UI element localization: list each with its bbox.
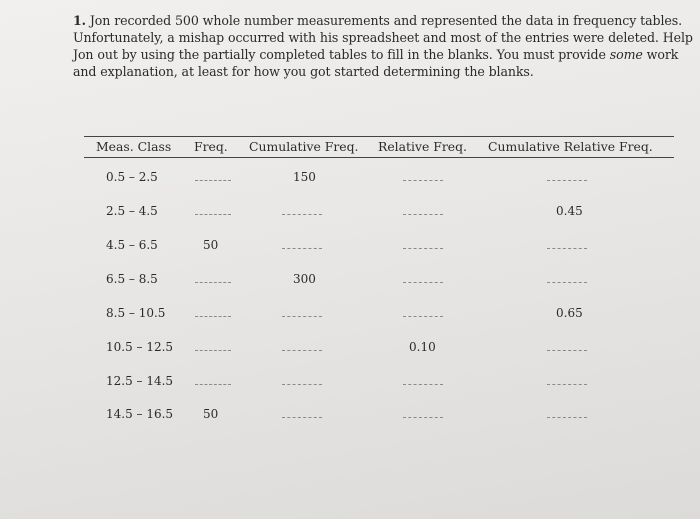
blank-freq (195, 282, 231, 283)
cell-cumulative-relative-freq: 0.45 (556, 204, 583, 218)
blank-cumulative-relative-freq (547, 248, 587, 249)
header-cumulative-relative-freq: Cumulative Relative Freq. (488, 139, 653, 154)
blank-freq (195, 180, 231, 181)
cell-cumulative-freq: 150 (293, 170, 316, 184)
header-freq: Freq. (194, 139, 228, 154)
cell-freq: 50 (203, 238, 219, 252)
blank-cumulative-freq (282, 316, 322, 317)
problem-statement (73, 12, 693, 80)
blank-cumulative-freq (282, 384, 322, 385)
blank-cumulative-relative-freq (547, 384, 587, 385)
blank-relative-freq (403, 180, 443, 181)
cell-freq: 50 (203, 407, 219, 421)
cell-meas-class: 12.5 – 14.5 (106, 374, 174, 388)
cell-relative-freq: 0.10 (409, 340, 436, 354)
cell-meas-class: 4.5 – 6.5 (106, 238, 158, 252)
problem-line-4: and explanation, at least for how you got started determining the blanks. (73, 64, 534, 79)
blank-freq (195, 384, 231, 385)
blank-freq (195, 214, 231, 215)
cell-meas-class: 14.5 – 16.5 (106, 407, 174, 421)
cell-meas-class: 8.5 – 10.5 (106, 306, 166, 320)
cell-meas-class: 6.5 – 8.5 (106, 272, 158, 286)
blank-relative-freq (403, 248, 443, 249)
blank-cumulative-freq (282, 214, 322, 215)
blank-cumulative-relative-freq (547, 417, 587, 418)
header-cumulative-freq: Cumulative Freq. (249, 139, 359, 154)
blank-cumulative-freq (282, 350, 322, 351)
blank-cumulative-relative-freq (547, 350, 587, 351)
problem-line-3 (73, 46, 685, 63)
table-header (84, 136, 674, 158)
blank-relative-freq (403, 214, 443, 215)
blank-cumulative-relative-freq (547, 282, 587, 283)
problem-text-3b: work (642, 47, 679, 62)
blank-freq (195, 316, 231, 317)
blank-relative-freq (403, 282, 443, 283)
problem-line-2: Unfortunately, a mishap occurred with his spreadsheet and most of the entries were deleted. Help (73, 30, 693, 45)
cell-meas-class: 2.5 – 4.5 (106, 204, 158, 218)
cell-meas-class: 0.5 – 2.5 (106, 170, 158, 184)
header-meas-class: Meas. Class (96, 139, 172, 154)
blank-cumulative-freq (282, 417, 322, 418)
blank-cumulative-relative-freq (547, 180, 587, 181)
cell-cumulative-freq: 300 (293, 272, 316, 286)
blank-freq (195, 350, 231, 351)
cell-meas-class: 10.5 – 12.5 (106, 340, 174, 354)
problem-line-1 (73, 12, 685, 29)
problem-text-3a: Jon out by using the partially completed tables to fill in the blanks. You must provide (73, 47, 610, 62)
blank-relative-freq (403, 384, 443, 385)
problem-number: 1. (73, 13, 86, 28)
blank-relative-freq (403, 417, 443, 418)
problem-text-1: Jon recorded 500 whole number measurements and represented the data in frequency tables. (89, 13, 683, 28)
blank-cumulative-freq (282, 248, 322, 249)
problem-emphasis: some (609, 47, 643, 62)
blank-relative-freq (403, 316, 443, 317)
header-relative-freq: Relative Freq. (378, 139, 467, 154)
cell-cumulative-relative-freq: 0.65 (556, 306, 583, 320)
